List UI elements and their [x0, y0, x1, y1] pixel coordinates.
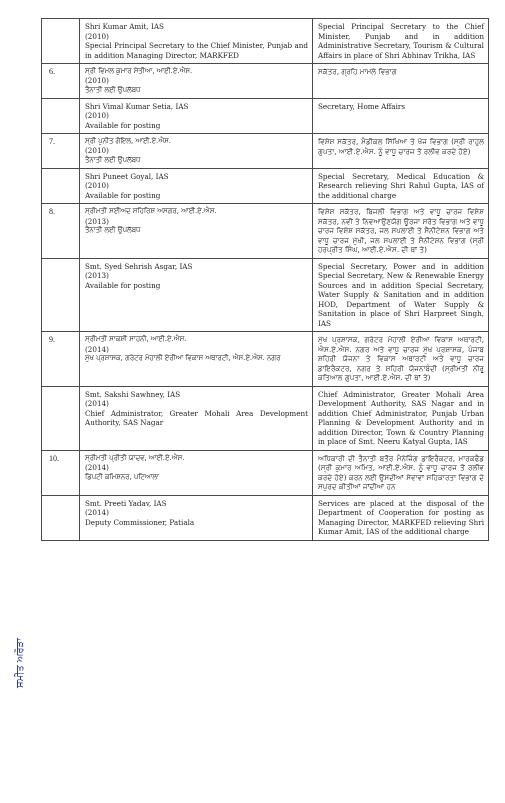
- serial-number: 8.: [42, 204, 80, 259]
- table-row: [42, 204, 489, 259]
- officer-detail: ਤੈਨਾਤੀ ਲਈ ਉਪਲੱਬਧ: [85, 85, 141, 94]
- officer-detail: (2013): [85, 216, 109, 226]
- officer-cell: [80, 134, 313, 169]
- serial-number: [42, 386, 80, 450]
- officer-detail: Deputy Commissioner, Patiala: [85, 517, 195, 527]
- officer-detail: Available for posting: [85, 190, 161, 200]
- current-posting: ਮੁੱਖ ਪ੍ਰਸ਼ਾਸਕ, ਗਰੇਟਰ ਮੋਹਾਲੀ ਏਰੀਆ ਵਿਕਾਸ ਅਥਾਰਟੀ, ਐਸ.ਏ.ਐਸ. ਨਗਰ: [85, 354, 281, 363]
- officer-name: Shri Vimal Kumar Setia, IAS: [85, 101, 189, 111]
- table-row: [42, 168, 489, 204]
- officer-cell: [80, 64, 313, 99]
- new-posting: Special Secretary, Power and in addition Special Secretary, New & Renewable Energy Sources and in addition Special Secretary, Water Supply & Sanitation and in addition HOD, Department of Water Supply & Sanitation in place of Shri Harpreet Singh, IAS: [313, 258, 489, 332]
- officer-detail: (2014): [85, 508, 109, 518]
- table-row: [42, 386, 489, 450]
- officer-name: ਸ੍ਰੀ ਪੁਨੀਤ ਗੋਇਲ, ਆਈ.ਏ.ਐਸ.: [85, 137, 171, 146]
- posting-order-body: [42, 19, 489, 541]
- table-row: [42, 450, 489, 495]
- officer-detail: (2014): [85, 463, 109, 473]
- new-posting: ਵਿਸ਼ੇਸ਼ ਸਕੱਤਰ, ਮੈਡੀਕਲ ਸਿੱਖਿਆ ਤੇ ਖੋਜ ਵਿਭਾਗ (ਸ੍ਰੀ ਰਾਹੁਲ ਗੁਪਤਾ, ਆਈ.ਏ.ਐਸ. ਨੂੰ ਵਾਧੂ ਚਾਰਜ ਤੋਂ ਰਲੀਵ ਕਰਦੇ ਹੋਏ): [313, 134, 489, 169]
- handwritten-margin-note: [8, 560, 30, 690]
- officer-cell: [80, 258, 313, 332]
- table-row: [42, 495, 489, 540]
- officer-detail: Available for posting: [85, 280, 161, 290]
- officer-cell: [80, 19, 313, 64]
- serial-number: [42, 168, 80, 204]
- officer-detail: (2014): [85, 399, 109, 409]
- officer-name: Smt. Sakshi Sawhney, IAS: [85, 389, 181, 399]
- posting-order-table: [41, 18, 489, 541]
- officer-name: ਸ੍ਰੀਮਤੀ ਸਈਅਦ ਸਹਿਰਿਸ਼ ਅਸਗਰ, ਆਈ.ਏ.ਐਸ.: [85, 207, 217, 216]
- officer-cell: [80, 495, 313, 540]
- officer-name: Smt. Preeti Yadav, IAS: [85, 498, 167, 508]
- officer-detail: ਤੈਨਾਤੀ ਲਈ ਉਪਲੱਬਧ: [85, 226, 141, 235]
- officer-name: ਸ੍ਰੀ ਵਿਮਲ ਕੁਮਾਰ ਸੇਤੀਆ, ਆਈ.ਏ.ਐਸ.: [85, 67, 193, 75]
- new-posting: ਸਕੱਤਰ, ਗ੍ਰਹਿ ਮਾਮਲੇ ਵਿਭਾਗ: [313, 64, 489, 99]
- serial-number: 6.: [42, 64, 80, 99]
- new-posting: ਅਧਿਕਾਰੀ ਦੀ ਤੈਨਾਤੀ ਬਤੌਰ ਮੈਨੇਜਿੰਗ ਡਾਇਰੈਕਟਰ, ਮਾਰਕਫੈਡ (ਸ੍ਰੀ ਕੁਮਾਰ ਅਮਿਤ, ਆਈ.ਏ.ਐਸ. ਨੂੰ ਵਾਧੂ ਚਾਰਜ ਤੋਂ ਰਲੀਵ ਕਰਦੇ ਹੋਏ) ਕਰਨ ਲਈ ਉਸਦੀਆਂ ਸੇਵਾਵਾਂ ਸਹਿਕਾਰਤਾ ਵਿਭਾਗ ਦੇ ਸਪੁਰਦ ਕੀਤੀਆਂ ਜਾਂਦੀਆਂ ਹਨ: [313, 450, 489, 495]
- new-posting: Services are placed at the disposal of the Department of Cooperation for posting as Managing Director, MARKFED relieving Shri Kumar Amit, IAS of the additional charge: [313, 495, 489, 540]
- serial-number: 9.: [42, 332, 80, 387]
- officer-detail: (2010): [85, 111, 109, 121]
- serial-number: [42, 258, 80, 332]
- officer-detail: (2010): [85, 146, 109, 156]
- officer-cell: [80, 168, 313, 204]
- new-posting: Special Secretary, Medical Education & Research relieving Shri Rahul Gupta, IAS of the additional charge: [313, 168, 489, 204]
- table-row: [42, 64, 489, 99]
- officer-cell: [80, 386, 313, 450]
- table-row: [42, 19, 489, 64]
- officer-detail: (2010): [85, 181, 109, 191]
- serial-number: [42, 98, 80, 134]
- serial-number: 10.: [42, 450, 80, 495]
- new-posting: ਮੁੱਖ ਪ੍ਰਸ਼ਾਸਕ, ਗਰੇਟਰ ਮੋਹਾਲੀ ਏਰੀਆ ਵਿਕਾਸ ਅਥਾਰਟੀ, ਐਸ.ਏ.ਐਸ. ਨਗਰ ਅਤੇ ਵਾਧੂ ਚਾਰਜ ਮੁੱਖ ਪ੍ਰਸ਼ਾਸਕ, ਪੰਜਾਬ ਸ਼ਹਿਰੀ ਯੋਜਨਾ ਤੇ ਵਿਕਾਸ ਅਥਾਰਟੀ ਅਤੇ ਵਾਧੂ ਚਾਰਜ ਡਾਇਰੈਕਟਰ, ਨਗਰ ਤੇ ਸ਼ਹਿਰੀ ਯੋਜਨਾਬੰਦੀ (ਸ੍ਰੀਮਤੀ ਨੀਰੂ ਕਤਿਆਲ ਗੁਪਤਾ, ਆਈ.ਏ.ਐਸ. ਦੀ ਥਾਂ ਤੇ): [313, 332, 489, 387]
- serial-number: 7.: [42, 134, 80, 169]
- officer-name: Smt. Syed Sehrish Asgar, IAS: [85, 261, 193, 271]
- officer-detail: (2013): [85, 271, 109, 281]
- current-posting: Special Principal Secretary to the Chief Minister, Punjab and in addition Managing Director, MARKFED: [85, 41, 308, 60]
- officer-detail: ਤੈਨਾਤੀ ਲਈ ਉਪਲੱਬਧ: [85, 155, 141, 164]
- table-row: [42, 98, 489, 134]
- officer-detail: Available for posting: [85, 120, 161, 130]
- new-posting: ਵਿਸ਼ੇਸ਼ ਸਕੱਤਰ, ਬਿਜਲੀ ਵਿਭਾਗ ਅਤੇ ਵਾਧੂ ਚਾਰਜ ਵਿਸ਼ੇਸ਼ ਸਕੱਤਰ, ਨਵੀਂ ਤੇ ਨਿਵਆਉਣਯੋਗ ਊਰਜਾ ਸਰੋਤ ਵਿਭਾਗ ਅਤੇ ਵਾਧੂ ਚਾਰਜ ਵਿਸ਼ੇਸ਼ ਸਕੱਤਰ, ਜਲ ਸਪਲਾਈ ਤੇ ਸੈਨੀਟੇਸ਼ਨ ਵਿਭਾਗ ਅਤੇ ਵਾਧੂ ਚਾਰਜ ਮੁੱਖੀ, ਜਲ ਸਪਲਾਈ ਤੇ ਸੈਨੀਟੇਸ਼ਨ ਵਿਭਾਗ (ਸ੍ਰੀ ਹਰਪ੍ਰੀਤ ਸਿੰਘ, ਆਈ.ਏ.ਐਸ. ਦੀ ਥਾਂ ਤੇ): [313, 204, 489, 259]
- officer-detail: (2014): [85, 344, 109, 354]
- officer-name: ਸ੍ਰੀਮਤੀ ਪ੍ਰੀਤੀ ਯਾਦਵ, ਆਈ.ਏ.ਐਸ.: [85, 453, 185, 462]
- margin-note-text: ਸਮੀਤ ਅਰੋੜਾ: [15, 637, 26, 688]
- officer-name: Shri Kumar Amit, IAS: [85, 22, 164, 31]
- officer-detail: (2010): [85, 31, 109, 41]
- officer-name: ਸ੍ਰੀਮਤੀ ਸਾਕਸ਼ੀ ਸਾਹਨੀ, ਆਈ.ਏ.ਐਸ.: [85, 335, 187, 344]
- table-row: [42, 332, 489, 387]
- table-row: [42, 258, 489, 332]
- new-posting: Special Principal Secretary to the Chief Minister, Punjab and in addition Administrative Secretary, Tourism & Cultural Affairs in place of Shri Abhinav Trikha, IAS: [313, 19, 489, 64]
- serial-number: [42, 495, 80, 540]
- officer-cell: [80, 98, 313, 134]
- officer-detail: ਡਿਪਟੀ ਕਮਿਸ਼ਨਰ, ਪਟਿਆਲਾ: [85, 472, 160, 481]
- current-posting: Chief Administrator, Greater Mohali Area Development Authority, SAS Nagar: [85, 408, 308, 428]
- officer-cell: [80, 332, 313, 387]
- officer-name: Shri Puneet Goyal, IAS: [85, 171, 169, 181]
- officer-cell: [80, 204, 313, 259]
- officer-detail: (2010): [85, 76, 109, 86]
- new-posting: Chief Administrator, Greater Mohali Area Development Authority, SAS Nagar and in addition Chief Administrator, Punjab Urban Planning & Development Authority and in addition Director, Town & Country Planning in place of Smt. Neeru Katyal Gupta, IAS: [313, 386, 489, 450]
- serial-number: [42, 19, 80, 64]
- officer-cell: [80, 450, 313, 495]
- table-row: [42, 134, 489, 169]
- new-posting: Secretary, Home Affairs: [313, 98, 489, 134]
